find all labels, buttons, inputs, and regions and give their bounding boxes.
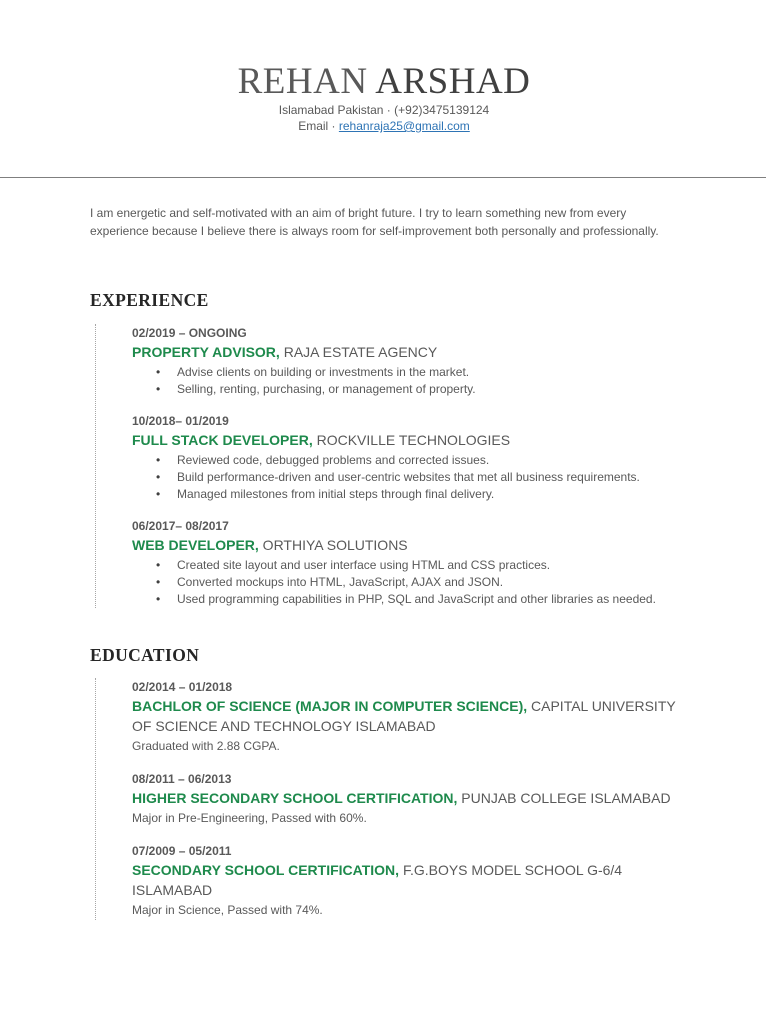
entry-title: PROPERTY ADVISOR, (132, 344, 280, 360)
email-link[interactable]: rehanraja25@gmail.com (338, 119, 470, 133)
entry-title: WEB DEVELOPER, (132, 537, 259, 553)
bullet-item: • Managed milestones from initial steps through final delivery. (156, 486, 732, 503)
entry-bullets (132, 557, 732, 608)
entry-role (132, 860, 692, 900)
education-entry (132, 770, 692, 828)
entry-description: Major in Science, Passed with 74%. (132, 903, 323, 917)
entry-role (132, 788, 692, 808)
experience-entry (132, 517, 732, 608)
education-entry (132, 678, 692, 756)
location-phone: Islamabad Pakistan · (+92)3475139124 (278, 103, 490, 117)
entry-date: 02/2014 – 01/2018 (132, 680, 233, 694)
education-heading: EDUCATION (90, 645, 200, 665)
education-entry (132, 842, 692, 920)
bullet-item: • Created site layout and user interface using HTML and CSS practices. (156, 557, 732, 574)
experience-entry (132, 412, 732, 503)
email-label: Email · (298, 119, 339, 133)
summary-paragraph: I am energetic and self-motivated with an aim of bright future. I try to learn something new from every experience because I believe there is always room for self-improvement both personally and professionally. (90, 206, 659, 238)
bullet-item: • Converted mockups into HTML, JavaScript, AJAX and JSON. (156, 574, 732, 591)
bullet-item: • Advise clients on building or investments in the market. (156, 364, 732, 381)
entry-title: SECONDARY SCHOOL CERTIFICATION, (132, 862, 400, 878)
entry-org: CAPITAL UNIVERSITY OF SCIENCE AND TECHNOLOGY ISLAMABAD (132, 698, 676, 734)
entry-date: 06/2017– 08/2017 (132, 519, 229, 533)
entry-description: Major in Pre-Engineering, Passed with 60%. (132, 811, 367, 825)
entry-org: ROCKVILLE TECHNOLOGIES (312, 432, 511, 448)
experience-entry (132, 324, 732, 398)
bullet-item: • Build performance-driven and user-centric websites that met all business requirements. (156, 469, 732, 486)
bullet-item: • Used programming capabilities in PHP, SQL and JavaScript and other libraries as needed. (156, 591, 732, 608)
email-line (0, 118, 768, 134)
entry-org: PUNJAB COLLEGE ISLAMABAD (457, 790, 671, 806)
education-section (95, 678, 692, 920)
experience-section (95, 324, 732, 608)
entry-title: HIGHER SECONDARY SCHOOL CERTIFICATION, (132, 790, 458, 806)
entry-date: 10/2018– 01/2019 (132, 414, 229, 428)
entry-date: 02/2019 – ONGOING (132, 326, 247, 340)
entry-bullets (132, 364, 732, 398)
entry-org: ORTHIYA SOLUTIONS (258, 537, 408, 553)
first-name: REHAN (237, 61, 368, 102)
bullet-item: • Reviewed code, debugged problems and corrected issues. (156, 452, 732, 469)
last-name: ARSHAD (375, 61, 531, 102)
experience-heading: EXPERIENCE (90, 290, 209, 310)
bullet-item: • Selling, renting, purchasing, or management of property. (156, 381, 732, 398)
header-divider (0, 177, 766, 178)
entry-title: BACHLOR OF SCIENCE (MAJOR IN COMPUTER SCIENCE), (132, 698, 528, 714)
entry-date: 07/2009 – 05/2011 (132, 844, 232, 858)
entry-org: F.G.BOYS MODEL SCHOOL G-6/4 ISLAMABAD (132, 862, 623, 898)
entry-role (132, 430, 732, 450)
entry-title: FULL STACK DEVELOPER, (132, 432, 313, 448)
entry-role (132, 535, 732, 555)
entry-bullets (132, 452, 732, 503)
entry-role (132, 342, 732, 362)
entry-date: 08/2011 – 06/2013 (132, 772, 232, 786)
entry-org: RAJA ESTATE AGENCY (279, 344, 438, 360)
entry-description: Graduated with 2.88 CGPA. (132, 739, 280, 753)
candidate-name (0, 62, 768, 102)
resume-header (0, 0, 768, 134)
entry-role (132, 696, 692, 736)
